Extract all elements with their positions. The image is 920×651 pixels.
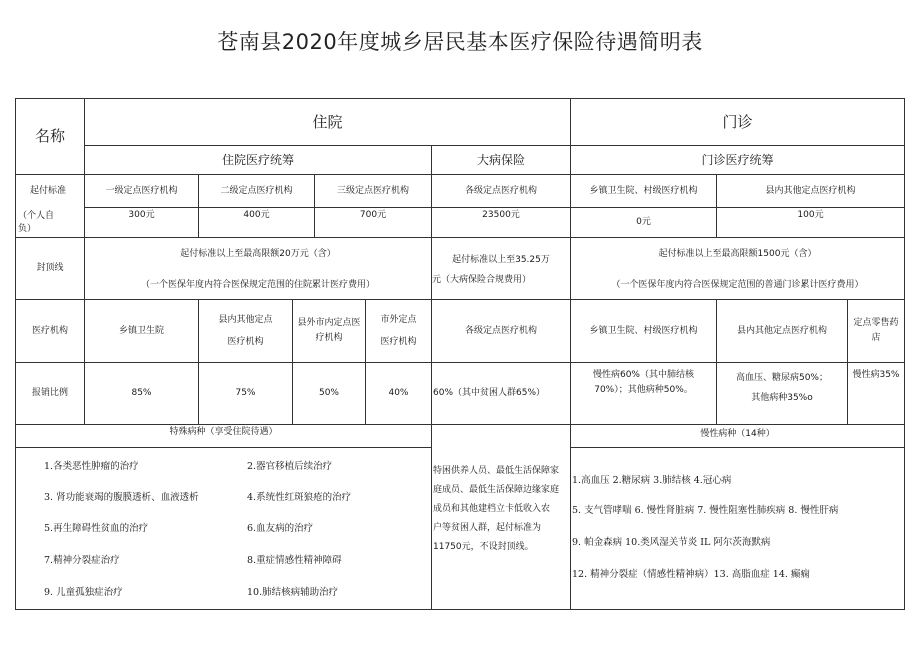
chronic-line-4: 12. 精神分裂症（情感性精神病）13. 高脂血症 14. 癫痫 [572, 569, 810, 580]
cap-critical-line2: 元（大病保险合规费用） [432, 274, 532, 285]
special-item-9: 9. 儿童孤独症治疗 [44, 587, 123, 598]
deductible-col-level3: 三级定点医疗机构 [336, 185, 409, 196]
cap-critical-line1: 起付标准以上至35.25万 [452, 254, 550, 265]
deductible-value-level3: 700元 [359, 210, 387, 220]
special-item-7: 7.精神分裂症治疗 [44, 555, 120, 566]
chronic-line-1: 1.高血压 2.糖尿病 3.肺结核 4.冠心病 [572, 475, 732, 486]
chronic-line-2: 5. 支气管哮喘 6. 慢性肾脏病 7. 慢性阻塞性肺疾病 8. 慢性肝病 [572, 505, 839, 516]
special-item-6: 6.血友病的治疗 [247, 523, 314, 534]
deductible-col-township: 乡镇卫生院、村级医疗机构 [589, 185, 698, 196]
special-diseases-header: 特殊病种（享受住院待遇） [169, 427, 278, 437]
institution-out-county: 县外市内定点医 疗机构 [297, 318, 361, 343]
special-item-1: 1.各类恶性肿瘤的治疗 [44, 461, 139, 472]
institution-all-levels: 各级定点医疗机构 [464, 325, 537, 336]
cap-label: 封顶线 [36, 263, 64, 273]
page-title: 苍南县2020年度城乡居民基本医疗保险待遇简明表 [217, 30, 703, 54]
chronic-diseases-header: 慢性病种（14种） [700, 428, 775, 439]
reimbursement-township: 85% [131, 388, 152, 398]
reimbursement-pharmacy: 慢性病35% [852, 369, 900, 380]
deductible-label: 起付标准 [30, 185, 67, 196]
deductible-value-township: 0元 [636, 217, 651, 227]
deductible-value-county: 100元 [797, 210, 824, 220]
reimbursement-out-county: 50% [318, 388, 339, 398]
institutions-label: 医疗机构 [31, 325, 68, 336]
deductible-col-level1: 一级定点医疗机构 [105, 185, 178, 196]
poverty-note: 特困供养人员、最低生活保障家 庭成员、最低生活保障边缘家庭 成员和其他建档立卡低收入农 户等贫困人群，起付标准为 11750元，不设封顶线。 [433, 466, 560, 552]
chronic-line-3: 9. 帕金森病 10.类风湿关节炎 IL 阿尔茨海默病 [572, 537, 771, 548]
deductible-col-level2: 二级定点医疗机构 [220, 185, 293, 196]
header-inpatient: 住院 [312, 112, 343, 131]
deductible-value-level1: 300元 [128, 210, 155, 220]
institution-out-city: 市外定点 医疗机构 [380, 314, 417, 347]
special-item-2: 2.器官移植后续治疗 [247, 461, 333, 472]
special-item-4: 4.系统性红斑狼疮的治疗 [247, 492, 352, 503]
reimbursement-county-other: 75% [235, 388, 256, 398]
institution-county-other: 县内其他定点 医疗机构 [218, 314, 273, 347]
special-item-10: 10.肺结核病辅助治疗 [247, 587, 339, 598]
reimbursement-critical: 60%（其中贫困人群65%） [433, 388, 546, 398]
institution-outpatient-county: 县内其他定点医疗机构 [736, 325, 827, 336]
cap-outpatient-line2: （一个医保年度内符合医保规定范围的普通门诊累计医疗费用） [611, 279, 864, 290]
header-name-cell: 名称 [34, 127, 65, 145]
institution-pharmacy: 定点零售药 店 [853, 318, 899, 343]
deductible-value-level2: 400元 [243, 210, 270, 220]
header-outpatient-pool: 门诊医疗统筹 [701, 152, 774, 167]
deductible-value-all: 23500元 [482, 210, 520, 220]
special-item-8: 8.重症情感性精神障碍 [247, 555, 342, 566]
cap-inpatient-line2: （一个医保年度内符合医保规定范围的住院累计医疗费用） [140, 279, 375, 290]
deductible-col-county: 县内其他定点医疗机构 [765, 185, 856, 196]
deductible-col-all: 各级定点医疗机构 [464, 185, 537, 196]
reimbursement-out-city: 40% [388, 388, 409, 398]
header-outpatient: 门诊 [722, 112, 753, 131]
institution-outpatient-township: 乡镇卫生院、村级医疗机构 [589, 325, 698, 336]
header-critical-illness: 大病保险 [476, 152, 525, 167]
cap-inpatient-line1: 起付标准以上至最高限额20万元（含） [180, 248, 336, 259]
header-inpatient-pool: 住院医疗统筹 [221, 152, 294, 167]
reimbursement-outpatient-township: 慢性病60%（其中肺结核 70%）；其他病种50%。 [592, 370, 694, 395]
deductible-label-sub: （个人自 负） [18, 210, 55, 234]
cap-outpatient-line1: 起付标准以上至最高限额1500元（含） [658, 248, 817, 259]
institution-township: 乡镇卫生院 [118, 325, 164, 336]
special-item-5: 5.再生障碍性贫血的治疗 [44, 523, 149, 534]
special-item-3: 3. 肾功能衰竭的腹膜透析、血液透析 [44, 492, 199, 503]
reimbursement-outpatient-county: 高血压、糖尿病50%； 其他病种35%o [735, 373, 828, 403]
reimbursement-label: 报销比例 [31, 388, 68, 398]
